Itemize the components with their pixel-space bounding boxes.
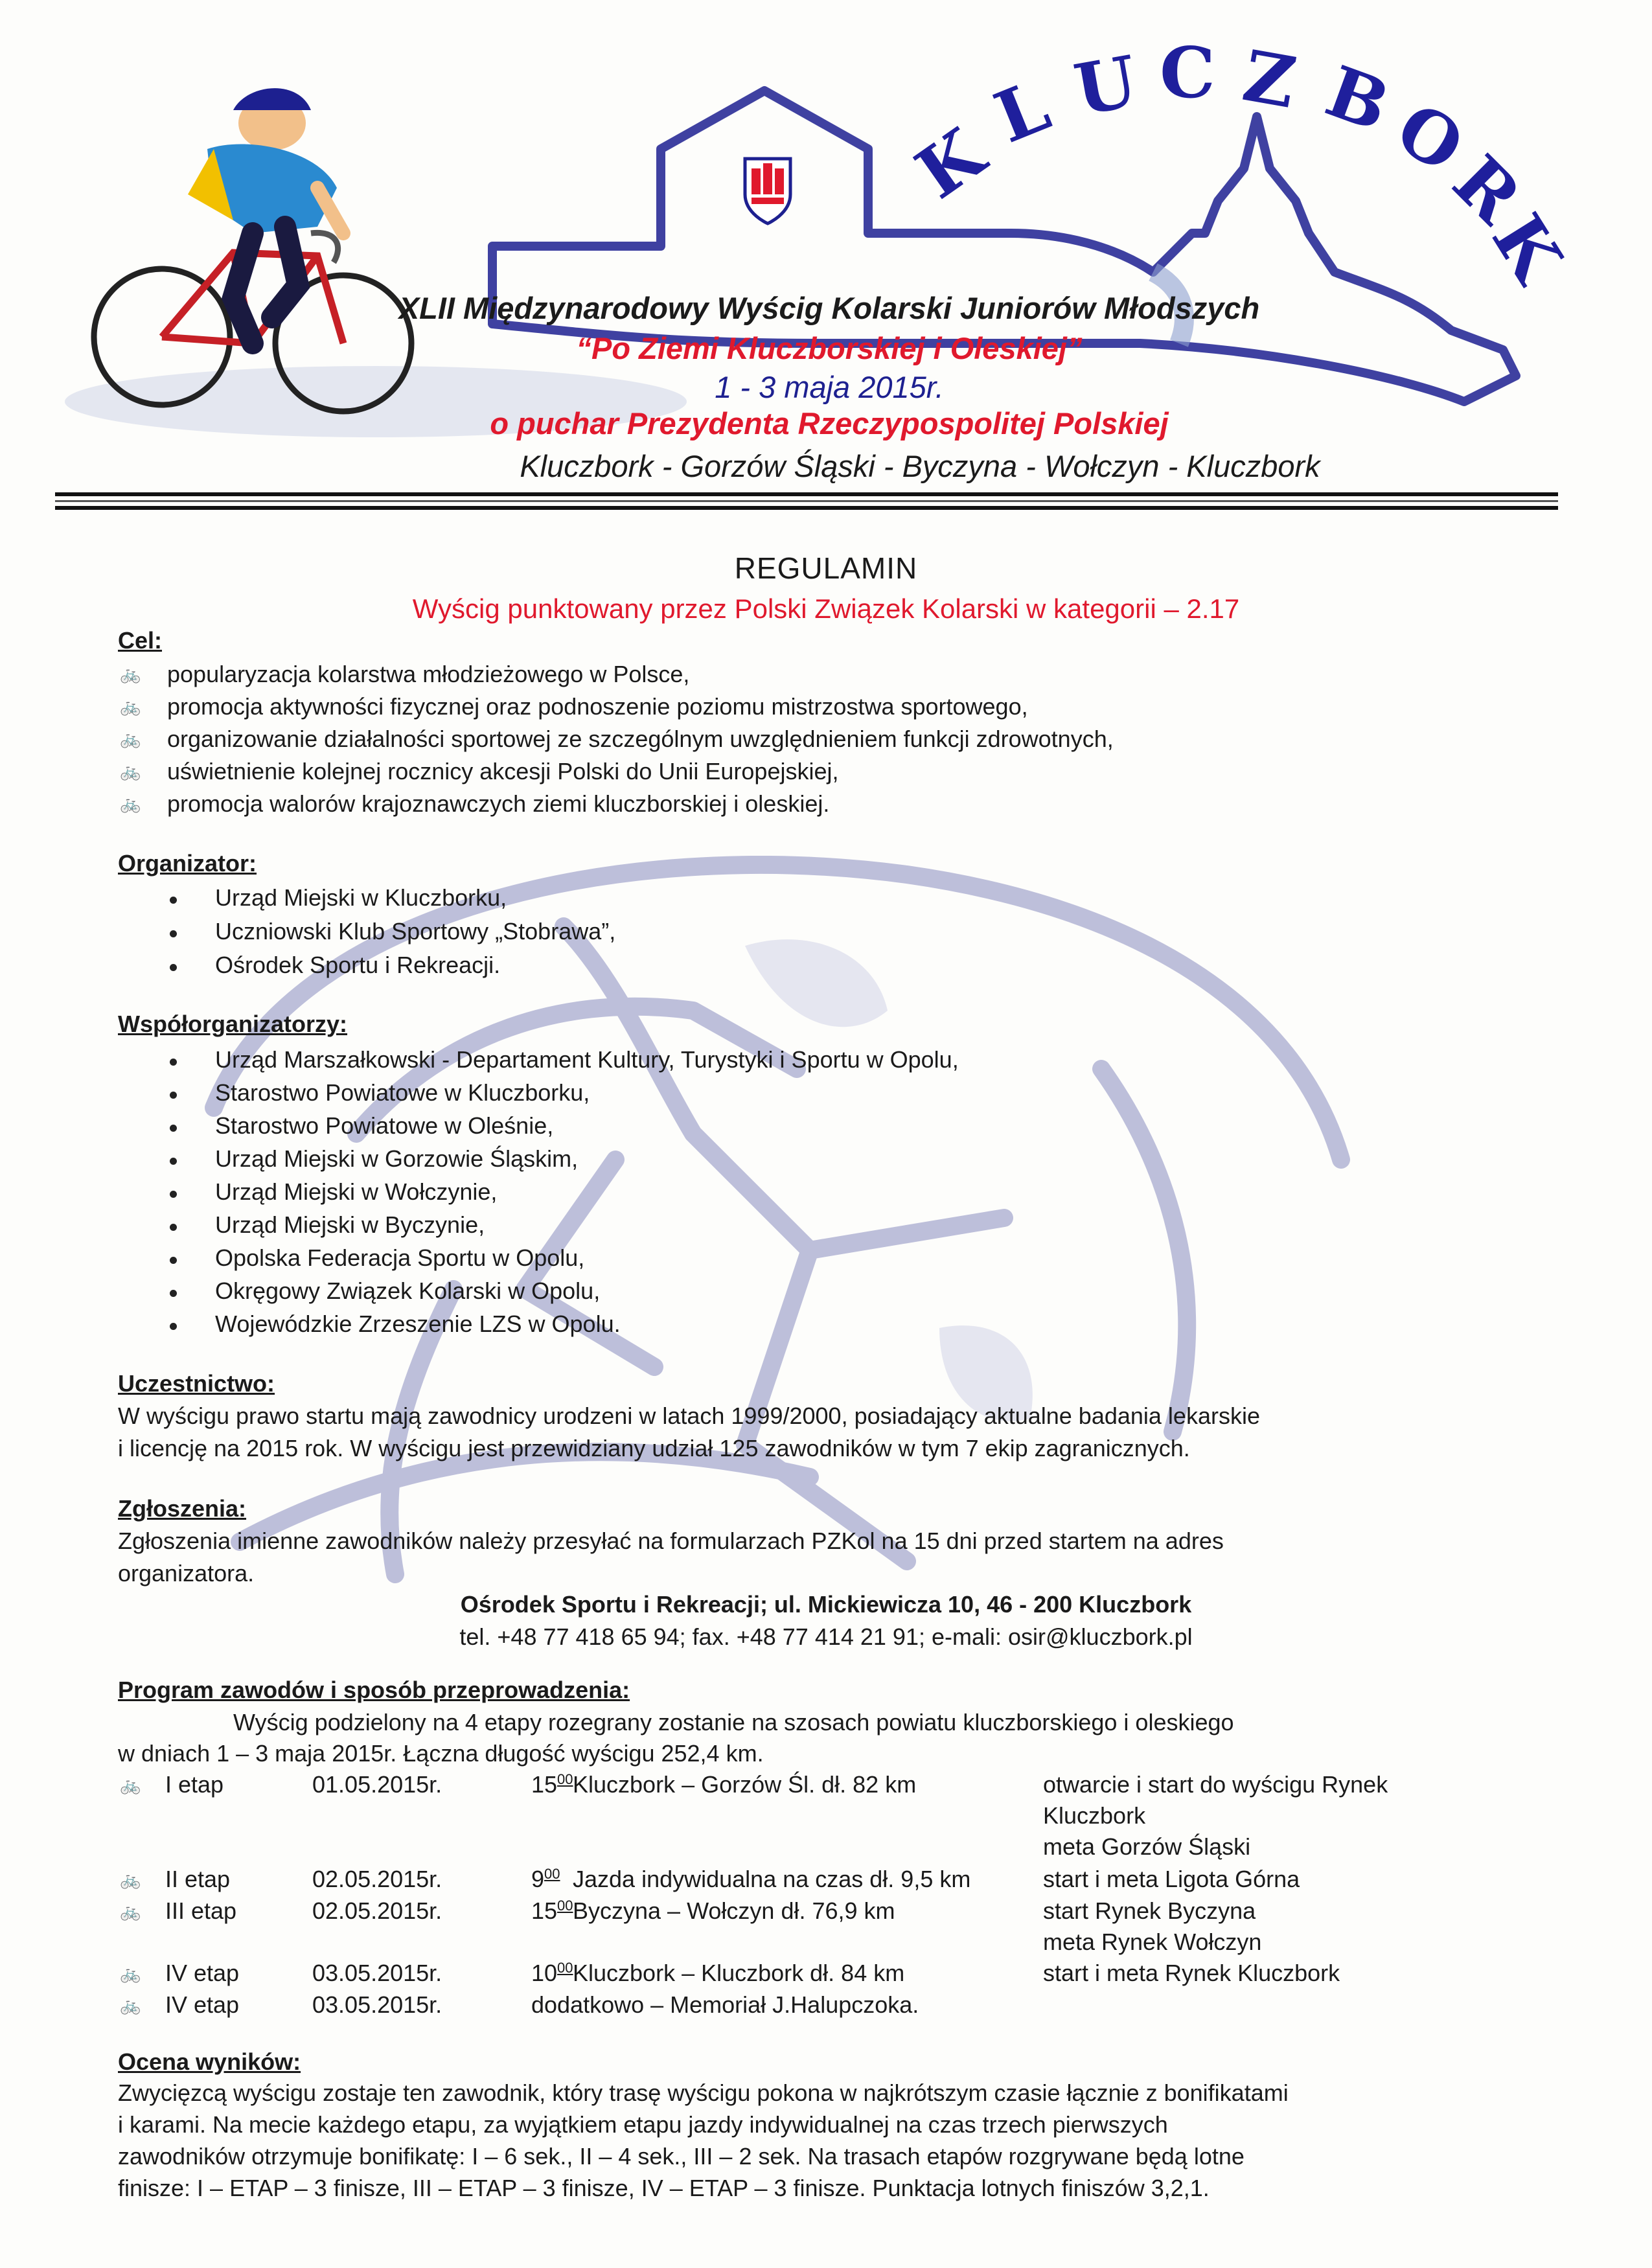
bicycle-icon: 🚲: [120, 1901, 141, 1921]
section-ocena: Ocena wyników:: [118, 2048, 301, 2075]
stage-time: [531, 1960, 573, 1987]
wspolorganizator-item: Urząd Miejski w Byczynie,: [215, 1211, 485, 1238]
stage-minute: 00: [557, 1771, 573, 1787]
document-title: REGULAMIN: [734, 551, 918, 585]
bicycle-icon: 🚲: [120, 729, 141, 748]
bullet: [170, 897, 177, 904]
stage-description: dodatkowo – Memoriał J.Halupczoka.: [531, 1991, 919, 2018]
section-uczestnictwo: Uczestnictwo:: [118, 1370, 275, 1397]
wspolorganizator-item: Urząd Miejski w Wołczynie,: [215, 1178, 498, 1205]
wspolorganizator-item: Starostwo Powiatowe w Kluczborku,: [215, 1079, 590, 1106]
wspolorganizator-item: Okręgowy Związek Kolarski w Opolu,: [215, 1277, 601, 1304]
logo-letter-1: K: [902, 113, 999, 215]
stage-minute: 00: [544, 1866, 560, 1882]
stage-date: 03.05.2015r.: [312, 1991, 442, 2018]
program-intro: w dniach 1 – 3 maja 2015r. Łączna długość wyścigu 252,4 km.: [118, 1740, 764, 1767]
wspolorganizator-item: Urząd Miejski w Gorzowie Śląskim,: [215, 1145, 579, 1172]
bicycle-icon: 🚲: [120, 761, 141, 781]
program-intro: Wyścig podzielony na 4 etapy rozegrany zostanie na szosach powiatu kluczborskiego i oleskiego: [233, 1709, 1234, 1735]
stage-date: 02.05.2015r.: [312, 1866, 442, 1892]
section-cel: Cel:: [118, 627, 163, 654]
bullet: [170, 1059, 177, 1066]
bicycle-icon: 🚲: [120, 1995, 141, 2015]
bullet: [170, 1224, 177, 1231]
stage-note: start i meta Rynek Kluczbork: [1043, 1960, 1340, 1986]
stage-time: [531, 1897, 573, 1925]
ocena-text: zawodników otrzymuje bonifikatę: I – 6 sek., II – 4 sek., III – 2 sek. Na trasach etapów rozgrywane będą lotne: [118, 2143, 1245, 2170]
stage-minute: 00: [557, 1897, 573, 1914]
stage-note: start i meta Ligota Górna: [1043, 1866, 1300, 1892]
organizator-item: Ośrodek Sportu i Rekreacji.: [215, 952, 501, 978]
stage-description: Jazda indywidualna na czas dł. 9,5 km: [573, 1866, 971, 1892]
bullet: [170, 1125, 177, 1132]
zgloszenia-text: Zgłoszenia imienne zawodników należy przesyłać na formularzach PZKol na 15 dni przed startem na adres: [118, 1528, 1224, 1554]
wspolorganizator-item: Urząd Marszałkowski - Departament Kultury, Turystyki i Sportu w Opolu,: [215, 1046, 959, 1073]
stage-description: Kluczbork – Kluczbork dł. 84 km: [573, 1960, 905, 1986]
stage-note: otwarcie i start do wyścigu Rynek: [1043, 1771, 1388, 1798]
event-trophy: o puchar Prezydenta Rzeczypospolitej Polskiej: [490, 406, 1169, 441]
bicycle-icon: 🚲: [120, 794, 141, 813]
logo-letter-9: K: [1476, 200, 1578, 296]
organizer-contact: tel. +48 77 418 65 94; fax. +48 77 414 21 91; e-mali: osir@kluczbork.pl: [459, 1623, 1193, 1650]
cel-item: promocja aktywności fizycznej oraz podnoszenie poziomu mistrzostwa sportowego,: [167, 693, 1028, 720]
logo-letter-3: U: [1068, 40, 1143, 132]
bullet: [170, 930, 177, 937]
organizator-item: Urząd Miejski w Kluczborku,: [215, 884, 507, 911]
stage-description: Kluczbork – Gorzów Śl. dł. 82 km: [573, 1771, 917, 1798]
wspolorganizator-item: Wojewódzkie Zrzeszenie LZS w Opolu.: [215, 1311, 621, 1337]
bullet: [170, 964, 177, 971]
stage-note: meta Rynek Wołczyn: [1043, 1929, 1262, 1955]
header-rule-mid: [55, 500, 1558, 502]
bullet: [170, 1158, 177, 1165]
cel-item: promocja walorów krajoznawczych ziemi kluczborskiej i oleskiej.: [167, 790, 830, 817]
stage-name: III etap: [165, 1897, 237, 1924]
bicycle-icon: 🚲: [120, 664, 141, 683]
wspolorganizator-item: Starostwo Powiatowe w Oleśnie,: [215, 1112, 554, 1139]
organizer-address: Ośrodek Sportu i Rekreacji; ul. Mickiewicza 10, 46 - 200 Kluczbork: [460, 1591, 1192, 1618]
uczestnictwo-text: i licencję na 2015 rok. W wyścigu jest przewidziany udział 125 zawodników w tym 7 ekip zagranicznych.: [118, 1435, 1190, 1461]
document-subtitle: Wyścig punktowany przez Polski Związek Kolarski w kategorii – 2.17: [412, 593, 1240, 624]
event-subtitle: “Po Ziemi Kluczborskiej i Oleskiej”: [576, 331, 1083, 365]
zgloszenia-text: organizatora.: [118, 1560, 255, 1586]
stage-time: [531, 1771, 573, 1798]
section-zgloszenia: Zgłoszenia:: [118, 1495, 247, 1522]
bicycle-icon: 🚲: [120, 1775, 141, 1794]
cel-item: organizowanie działalności sportowej ze szczególnym uwzględnieniem funkcji zdrowotnych,: [167, 726, 1114, 752]
stage-hour: 15: [531, 1771, 558, 1798]
stage-note: meta Gorzów Śląski: [1043, 1833, 1251, 1860]
bullet: [170, 1191, 177, 1198]
stage-note: start Rynek Byczyna: [1043, 1897, 1256, 1924]
wspolorganizator-item: Opolska Federacja Sportu w Opolu,: [215, 1244, 585, 1271]
logo-letter-5: Z: [1237, 35, 1302, 124]
stage-name: IV etap: [165, 1960, 240, 1986]
cel-item: popularyzacja kolarstwa młodzieżowego w Polsce,: [167, 661, 690, 687]
logo-letter-4: C: [1160, 32, 1215, 114]
stage-date: 02.05.2015r.: [312, 1897, 442, 1924]
stage-time: [531, 1866, 560, 1893]
stage-hour: 9: [531, 1866, 545, 1892]
header-rule-top: [55, 492, 1558, 496]
stage-description: Byczyna – Wołczyn dł. 76,9 km: [573, 1897, 895, 1924]
section-organizator: Organizator:: [118, 850, 257, 876]
logo-letter-7: O: [1382, 87, 1478, 189]
bullet: [170, 1323, 177, 1330]
stage-date: 03.05.2015r.: [312, 1960, 442, 1986]
stage-hour: 10: [531, 1960, 558, 1986]
bicycle-icon: 🚲: [120, 1964, 141, 1983]
stage-name: I etap: [165, 1771, 224, 1798]
stage-hour: 15: [531, 1897, 558, 1924]
bullet: [170, 1290, 177, 1297]
bullet: [170, 1092, 177, 1099]
uczestnictwo-text: W wyścigu prawo startu mają zawodnicy urodzeni w latach 1999/2000, posiadający aktualne badania lekarskie: [118, 1403, 1260, 1429]
logo-letter-2: L: [984, 65, 1061, 159]
ocena-text: finisze: I – ETAP – 3 finisze, III – ETAP – 3 finisze, IV – ETAP – 3 finisze. Punktacja lotnych finiszów 3,2,1.: [118, 2175, 1210, 2201]
stage-name: II etap: [165, 1866, 231, 1892]
bicycle-icon: 🚲: [120, 696, 141, 716]
ocena-text: Zwycięzcą wyścigu zostaje ten zawodnik, który trasę wyścigu pokona w najkrótszym czasie łącznie z bonifikatami: [118, 2079, 1289, 2106]
logo-letter-8: R: [1437, 140, 1537, 240]
stage-date: 01.05.2015r.: [312, 1771, 442, 1798]
event-route: Kluczbork - Gorzów Śląski - Byczyna - Wołczyn - Kluczbork: [520, 449, 1320, 483]
event-dates: 1 - 3 maja 2015r.: [715, 370, 944, 404]
stage-minute: 00: [557, 1960, 573, 1976]
bullet: [170, 1257, 177, 1264]
section-wspolorganizatorzy: Współorganizatorzy:: [118, 1011, 348, 1037]
bicycle-icon: 🚲: [120, 1870, 141, 1889]
cel-item: uświetnienie kolejnej rocznicy akcesji Polski do Unii Europejskiej,: [167, 758, 839, 785]
stage-note: Kluczbork: [1043, 1802, 1146, 1829]
logo-letter-6: B: [1316, 51, 1400, 148]
section-program: Program zawodów i sposób przeprowadzenia:: [118, 1677, 630, 1703]
stage-name: IV etap: [165, 1991, 240, 2018]
organizator-item: Uczniowski Klub Sportowy „Stobrawa”,: [215, 918, 616, 945]
ocena-text: i karami. Na mecie każdego etapu, za wyjątkiem etapu jazdy indywidualnej na czas trzech pierwszych: [118, 2111, 1168, 2138]
header-rule-bottom: [55, 506, 1558, 510]
event-title: XLII Międzynarodowy Wyścig Kolarski Juniorów Młodszych: [398, 291, 1260, 325]
